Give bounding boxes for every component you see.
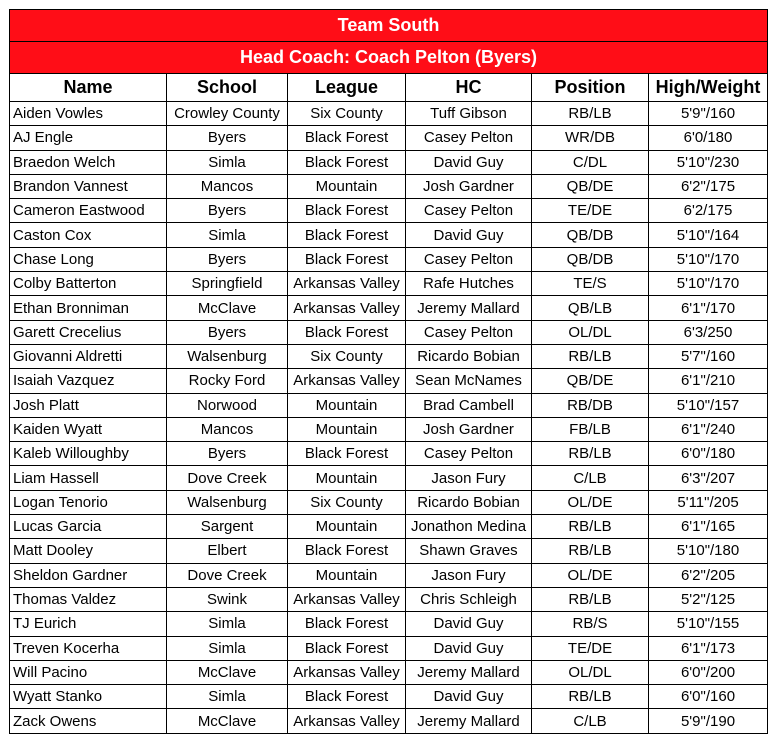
table-row	[10, 685, 768, 709]
player-name: Aiden Vowles	[10, 102, 167, 126]
player-name: Giovanni Aldretti	[10, 344, 167, 368]
column-header-hc: HC	[406, 74, 532, 102]
player-position: QB/DB	[532, 247, 649, 271]
table-row	[10, 344, 768, 368]
player-name: Treven Kocerha	[10, 636, 167, 660]
player-high-weight: 5'10"/170	[649, 247, 768, 271]
player-hc: Shawn Graves	[406, 539, 532, 563]
player-school: Simla	[167, 612, 288, 636]
player-hc: Casey Pelton	[406, 126, 532, 150]
player-hc: Jonathon Medina	[406, 515, 532, 539]
player-name: Thomas Valdez	[10, 587, 167, 611]
player-league: Mountain	[288, 466, 406, 490]
player-high-weight: 5'10"/170	[649, 272, 768, 296]
player-hc: David Guy	[406, 636, 532, 660]
player-league: Arkansas Valley	[288, 296, 406, 320]
table-row	[10, 199, 768, 223]
column-header-league: League	[288, 74, 406, 102]
table-row	[10, 174, 768, 198]
player-league: Mountain	[288, 174, 406, 198]
player-high-weight: 6'1"/210	[649, 369, 768, 393]
player-position: RB/LB	[532, 344, 649, 368]
player-position: TE/DE	[532, 636, 649, 660]
player-hc: Ricardo Bobian	[406, 490, 532, 514]
player-hc: Jeremy Mallard	[406, 709, 532, 733]
table-row	[10, 587, 768, 611]
column-header-name: Name	[10, 74, 167, 102]
player-school: Springfield	[167, 272, 288, 296]
player-high-weight: 5'11"/205	[649, 490, 768, 514]
player-hc: Ricardo Bobian	[406, 344, 532, 368]
player-hc: Jeremy Mallard	[406, 660, 532, 684]
head-coach-row	[10, 42, 768, 74]
table-row	[10, 272, 768, 296]
player-name: Colby Batterton	[10, 272, 167, 296]
player-league: Six County	[288, 344, 406, 368]
player-school: McClave	[167, 660, 288, 684]
player-league: Arkansas Valley	[288, 369, 406, 393]
player-school: McClave	[167, 709, 288, 733]
player-school: Byers	[167, 199, 288, 223]
player-league: Mountain	[288, 563, 406, 587]
player-league: Black Forest	[288, 539, 406, 563]
player-high-weight: 6'0"/180	[649, 442, 768, 466]
table-row	[10, 296, 768, 320]
player-school: Simla	[167, 150, 288, 174]
player-school: Byers	[167, 126, 288, 150]
column-header-school: School	[167, 74, 288, 102]
player-position: RB/LB	[532, 685, 649, 709]
player-school: Dove Creek	[167, 466, 288, 490]
player-position: WR/DB	[532, 126, 649, 150]
player-hc: Tuff Gibson	[406, 102, 532, 126]
player-name: Logan Tenorio	[10, 490, 167, 514]
player-name: Chase Long	[10, 247, 167, 271]
player-name: Matt Dooley	[10, 539, 167, 563]
table-row	[10, 539, 768, 563]
roster-body	[10, 102, 768, 734]
player-league: Black Forest	[288, 612, 406, 636]
player-school: Simla	[167, 685, 288, 709]
player-high-weight: 5'9"/160	[649, 102, 768, 126]
player-high-weight: 6'2"/175	[649, 174, 768, 198]
player-hc: Josh Gardner	[406, 174, 532, 198]
player-league: Black Forest	[288, 636, 406, 660]
player-high-weight: 5'7"/160	[649, 344, 768, 368]
player-school: Simla	[167, 636, 288, 660]
player-high-weight: 6'2/175	[649, 199, 768, 223]
player-high-weight: 6'1"/240	[649, 417, 768, 441]
player-name: Cameron Eastwood	[10, 199, 167, 223]
player-hc: David Guy	[406, 612, 532, 636]
player-name: Braedon Welch	[10, 150, 167, 174]
player-high-weight: 5'10"/164	[649, 223, 768, 247]
table-row	[10, 515, 768, 539]
player-high-weight: 6'0"/160	[649, 685, 768, 709]
player-hc: Rafe Hutches	[406, 272, 532, 296]
column-header-position: Position	[532, 74, 649, 102]
table-row	[10, 150, 768, 174]
player-name: Caston Cox	[10, 223, 167, 247]
player-school: Walsenburg	[167, 490, 288, 514]
player-league: Black Forest	[288, 320, 406, 344]
player-hc: Jason Fury	[406, 466, 532, 490]
player-name: Wyatt Stanko	[10, 685, 167, 709]
player-high-weight: 6'1"/173	[649, 636, 768, 660]
player-name: Lucas Garcia	[10, 515, 167, 539]
player-school: Simla	[167, 223, 288, 247]
player-school: Swink	[167, 587, 288, 611]
player-hc: Sean McNames	[406, 369, 532, 393]
player-school: Elbert	[167, 539, 288, 563]
player-name: Isaiah Vazquez	[10, 369, 167, 393]
player-name: Liam Hassell	[10, 466, 167, 490]
player-hc: David Guy	[406, 223, 532, 247]
table-row	[10, 709, 768, 733]
table-row	[10, 393, 768, 417]
player-position: OL/DE	[532, 563, 649, 587]
player-league: Black Forest	[288, 442, 406, 466]
table-row	[10, 490, 768, 514]
player-name: AJ Engle	[10, 126, 167, 150]
table-row	[10, 320, 768, 344]
player-name: Will Pacino	[10, 660, 167, 684]
player-hc: David Guy	[406, 685, 532, 709]
player-hc: Casey Pelton	[406, 320, 532, 344]
player-position: OL/DL	[532, 660, 649, 684]
player-high-weight: 6'1"/165	[649, 515, 768, 539]
player-position: QB/DE	[532, 369, 649, 393]
player-school: Norwood	[167, 393, 288, 417]
player-name: Garett Crecelius	[10, 320, 167, 344]
player-school: Rocky Ford	[167, 369, 288, 393]
player-name: Ethan Bronniman	[10, 296, 167, 320]
player-league: Six County	[288, 490, 406, 514]
player-position: QB/LB	[532, 296, 649, 320]
player-position: RB/LB	[532, 102, 649, 126]
player-league: Arkansas Valley	[288, 709, 406, 733]
player-high-weight: 6'2"/205	[649, 563, 768, 587]
column-header-high-weight: High/Weight	[649, 74, 768, 102]
table-row	[10, 563, 768, 587]
table-row	[10, 102, 768, 126]
column-header-row	[10, 74, 768, 102]
player-high-weight: 6'0"/200	[649, 660, 768, 684]
player-position: RB/S	[532, 612, 649, 636]
table-row	[10, 466, 768, 490]
table-row	[10, 417, 768, 441]
player-position: RB/LB	[532, 442, 649, 466]
table-row	[10, 369, 768, 393]
player-position: QB/DE	[532, 174, 649, 198]
player-high-weight: 6'1"/170	[649, 296, 768, 320]
player-hc: David Guy	[406, 150, 532, 174]
player-name: TJ Eurich	[10, 612, 167, 636]
player-high-weight: 5'10"/157	[649, 393, 768, 417]
player-position: TE/S	[532, 272, 649, 296]
player-league: Black Forest	[288, 126, 406, 150]
player-name: Josh Platt	[10, 393, 167, 417]
player-high-weight: 5'10"/155	[649, 612, 768, 636]
player-hc: Brad Cambell	[406, 393, 532, 417]
table-row	[10, 612, 768, 636]
player-position: RB/DB	[532, 393, 649, 417]
player-high-weight: 5'10"/230	[649, 150, 768, 174]
player-school: Walsenburg	[167, 344, 288, 368]
player-position: C/LB	[532, 709, 649, 733]
player-hc: Casey Pelton	[406, 247, 532, 271]
team-title-row	[10, 10, 768, 42]
player-hc: Casey Pelton	[406, 442, 532, 466]
player-position: QB/DB	[532, 223, 649, 247]
player-position: RB/LB	[532, 539, 649, 563]
player-league: Arkansas Valley	[288, 272, 406, 296]
player-hc: Jason Fury	[406, 563, 532, 587]
player-school: Crowley County	[167, 102, 288, 126]
player-league: Mountain	[288, 515, 406, 539]
player-league: Arkansas Valley	[288, 587, 406, 611]
table-row	[10, 660, 768, 684]
player-school: Dove Creek	[167, 563, 288, 587]
table-row	[10, 223, 768, 247]
player-position: TE/DE	[532, 199, 649, 223]
player-school: Mancos	[167, 174, 288, 198]
player-high-weight: 5'9"/190	[649, 709, 768, 733]
table-row	[10, 636, 768, 660]
player-hc: Chris Schleigh	[406, 587, 532, 611]
player-hc: Josh Gardner	[406, 417, 532, 441]
roster-table	[9, 9, 768, 734]
player-position: C/LB	[532, 466, 649, 490]
player-school: Sargent	[167, 515, 288, 539]
player-league: Black Forest	[288, 685, 406, 709]
player-league: Mountain	[288, 417, 406, 441]
player-school: Byers	[167, 320, 288, 344]
player-league: Mountain	[288, 393, 406, 417]
player-league: Black Forest	[288, 247, 406, 271]
table-row	[10, 126, 768, 150]
player-name: Sheldon Gardner	[10, 563, 167, 587]
player-position: OL/DL	[532, 320, 649, 344]
player-position: OL/DE	[532, 490, 649, 514]
player-league: Six County	[288, 102, 406, 126]
player-school: McClave	[167, 296, 288, 320]
player-league: Black Forest	[288, 150, 406, 174]
player-name: Zack Owens	[10, 709, 167, 733]
player-high-weight: 6'0/180	[649, 126, 768, 150]
table-row	[10, 442, 768, 466]
player-high-weight: 5'2"/125	[649, 587, 768, 611]
player-league: Black Forest	[288, 223, 406, 247]
player-name: Kaleb Willoughby	[10, 442, 167, 466]
player-name: Kaiden Wyatt	[10, 417, 167, 441]
player-high-weight: 6'3/250	[649, 320, 768, 344]
player-school: Byers	[167, 442, 288, 466]
table-row	[10, 247, 768, 271]
player-position: RB/LB	[532, 515, 649, 539]
player-position: FB/LB	[532, 417, 649, 441]
player-school: Byers	[167, 247, 288, 271]
team-title: Team South	[10, 10, 768, 42]
player-high-weight: 6'3"/207	[649, 466, 768, 490]
head-coach-title: Head Coach: Coach Pelton (Byers)	[10, 42, 768, 74]
player-hc: Casey Pelton	[406, 199, 532, 223]
player-school: Mancos	[167, 417, 288, 441]
player-high-weight: 5'10"/180	[649, 539, 768, 563]
player-position: C/DL	[532, 150, 649, 174]
player-league: Black Forest	[288, 199, 406, 223]
player-league: Arkansas Valley	[288, 660, 406, 684]
player-hc: Jeremy Mallard	[406, 296, 532, 320]
player-name: Brandon Vannest	[10, 174, 167, 198]
player-position: RB/LB	[532, 587, 649, 611]
